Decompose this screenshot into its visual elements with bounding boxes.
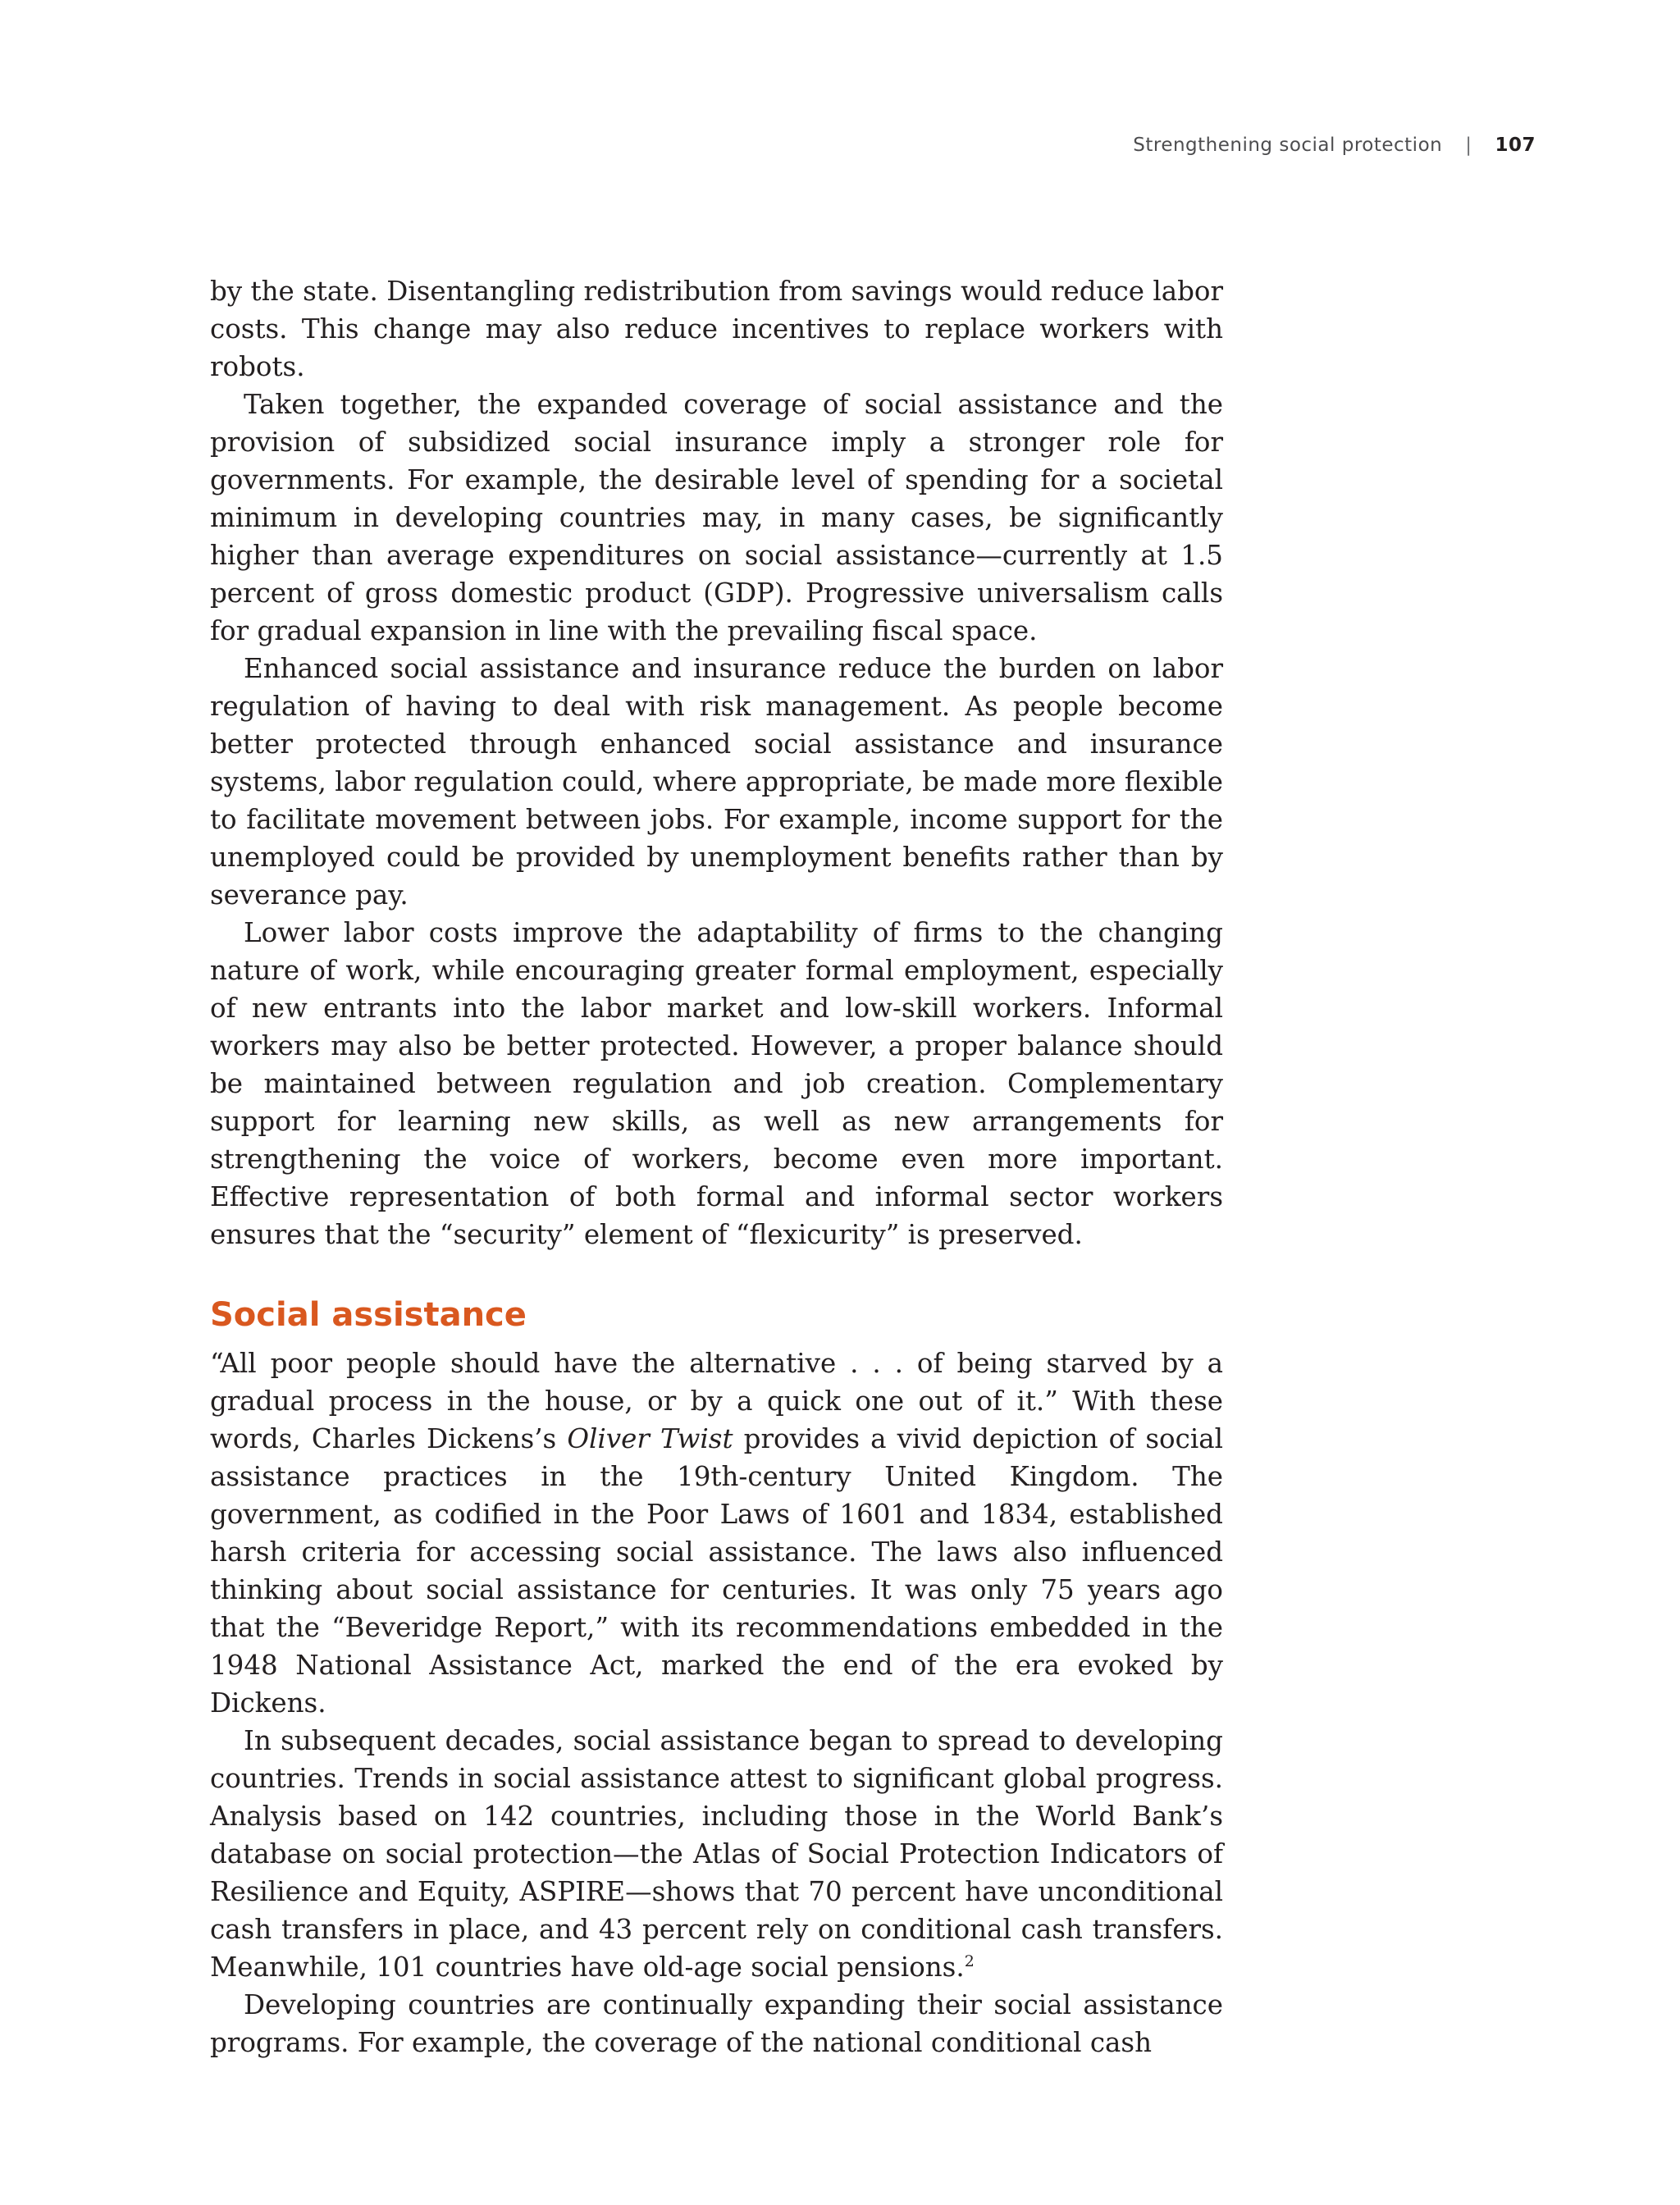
page-number: 107 [1495,135,1536,156]
quote-continuation: provides a vivid depiction of social assistance practices in the 19th-century United Kingdom. The government, as codified in the Poor Laws of 1601 and 1834, established harsh criteria for accessing social assistance. The laws also influenced thinking about social assistance for centuries. It was only 75 years ago that the “Beveridge Report,” with its recommendations embedded in the 1948 National Assistance Act, marked the end of the era evoked by Dickens. [210,1423,1223,1719]
section-heading-social-assistance: Social assistance [210,1296,527,1334]
book-title: Oliver Twist [567,1423,733,1454]
quote-intro: “All poor people should have the alternative . . . of being starved by a gradual process in the house, or by a quick one out of it.” With these words, Charles Dickens’s [210,1348,1223,1454]
running-head-separator: | [1465,135,1472,156]
running-head [1133,135,1536,156]
section-paragraph-2 [210,1722,1223,1986]
main-text-column [210,272,1223,2061]
section-paragraph-1 [210,1344,1223,1722]
body-paragraph-1: by the state. Disentangling redistribution from savings would reduce labor costs. This change may also reduce incentives to replace workers with robots. [210,276,1223,382]
section-paragraph-2-text: In subsequent decades, social assistance began to spread to developing countries. Trends in social assistance attest to significant global progress. Analysis based on 142 countries, including those in the World Bank’s database on social protection—the Atlas of Social Protection Indicators of Resilience and Equity, ASPIRE—shows that 70 percent have unconditional cash transfers in place, and 43 percent rely on conditional cash transfers. Meanwhile, 101 countries have old-age social pensions. [210,1725,1223,1983]
footnote-marker: 2 [964,1952,975,1971]
body-paragraph-3: Enhanced social assistance and insurance reduce the burden on labor regulation of having to deal with risk management. As people become better protected through enhanced social assistance and insurance systems, labor regulation could, where appropriate, be made more flexible to facilitate movement between jobs. For example, income support for the unemployed could be provided by unemployment benefits rather than by severance pay. [210,653,1223,911]
running-head-title: Strengthening social protection [1133,135,1443,156]
body-paragraph-4: Lower labor costs improve the adaptability of firms to the changing nature of work, while encouraging greater formal employment, especially of new entrants into the labor market and low-skill workers. Informal workers may also be better protected. However, a proper balance should be maintained between regulation and job creation. Complementary support for learning new skills, as well as new arrangements for strengthening the voice of workers, become even more important. Effective representation of both formal and informal sector workers ensures that the “security” element of “flexicurity” is preserved. [210,917,1223,1250]
body-paragraph-2: Taken together, the expanded coverage of social assistance and the provision of subsidized social insurance imply a stronger role for governments. For example, the desirable level of spending for a societal minimum in developing countries may, in many cases, be significantly higher than average expenditures on social assistance—currently at 1.5 percent of gross domestic product (GDP). Progressive universalism calls for gradual expansion in line with the prevailing fiscal space. [210,389,1223,646]
section-paragraph-3: Developing countries are continually expanding their social assistance programs. For example, the coverage of the national conditional cash [210,1989,1223,2058]
